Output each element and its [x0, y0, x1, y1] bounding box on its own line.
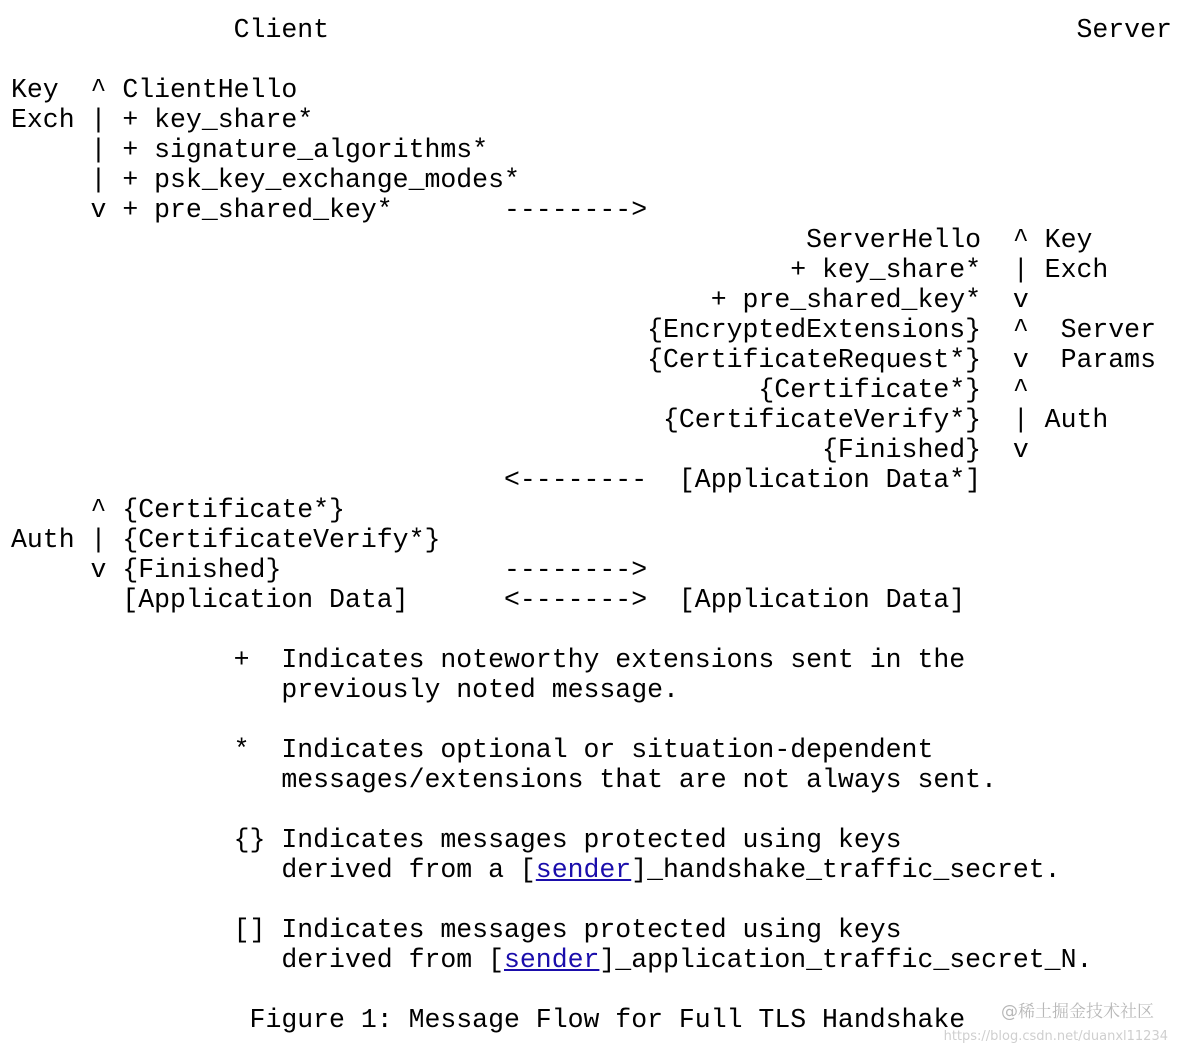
client-auth-line: Auth | {CertificateVerify*} — [11, 525, 441, 555]
client-key-exch-line: | + signature_algorithms* — [11, 135, 489, 165]
watermark-brand: @稀土掘金技术社区 — [1001, 1002, 1154, 1022]
legend-star-line: * Indicates optional or situation-dependent — [11, 735, 934, 765]
legend-plus-line: + Indicates noteworthy extensions sent in the — [11, 645, 966, 675]
header-line: Client Server — [11, 15, 1172, 45]
client-auth-line: ^ {Certificate*} — [11, 495, 345, 525]
legend-plus-line: previously noted message. — [11, 675, 679, 705]
legend-star-line: messages/extensions that are not always sent. — [11, 765, 997, 795]
sender-link[interactable]: sender — [503, 945, 600, 975]
sender-link[interactable]: sender — [535, 855, 632, 885]
server-line: <-------- [Application Data*] — [11, 465, 982, 495]
client-key-exch-line: v + pre_shared_key* --------> — [11, 195, 648, 225]
legend-brackets-line: derived from [sender]_application_traffic_secret_N. — [11, 945, 1093, 975]
watermark-url: https://blog.csdn.net/duanxl11234 — [943, 1029, 1168, 1044]
server-line: {CertificateRequest*} v Params — [11, 345, 1156, 375]
legend-braces-line: derived from a [sender]_handshake_traffic_secret. — [11, 855, 1061, 885]
server-line: {CertificateVerify*} | Auth — [11, 405, 1109, 435]
server-line: {Certificate*} ^ — [11, 375, 1029, 405]
server-line: ServerHello ^ Key — [11, 225, 1093, 255]
client-key-exch-line: Key ^ ClientHello — [11, 75, 298, 105]
application-data-line: [Application Data] <-------> [Application Data] — [11, 585, 966, 615]
server-line: {EncryptedExtensions} ^ Server — [11, 315, 1156, 345]
client-key-exch-line: Exch | + key_share* — [11, 105, 314, 135]
legend-braces-line: {} Indicates messages protected using keys — [11, 825, 902, 855]
client-key-exch-line: | + psk_key_exchange_modes* — [11, 165, 520, 195]
server-line: + pre_shared_key* v — [11, 285, 1029, 315]
server-line: {Finished} v — [11, 435, 1029, 465]
legend-brackets-line: [] Indicates messages protected using keys — [11, 915, 902, 945]
client-auth-line: v {Finished} --------> — [11, 555, 648, 585]
figure-caption: Figure 1: Message Flow for Full TLS Handshake — [11, 1005, 966, 1035]
server-line: + key_share* | Exch — [11, 255, 1109, 285]
